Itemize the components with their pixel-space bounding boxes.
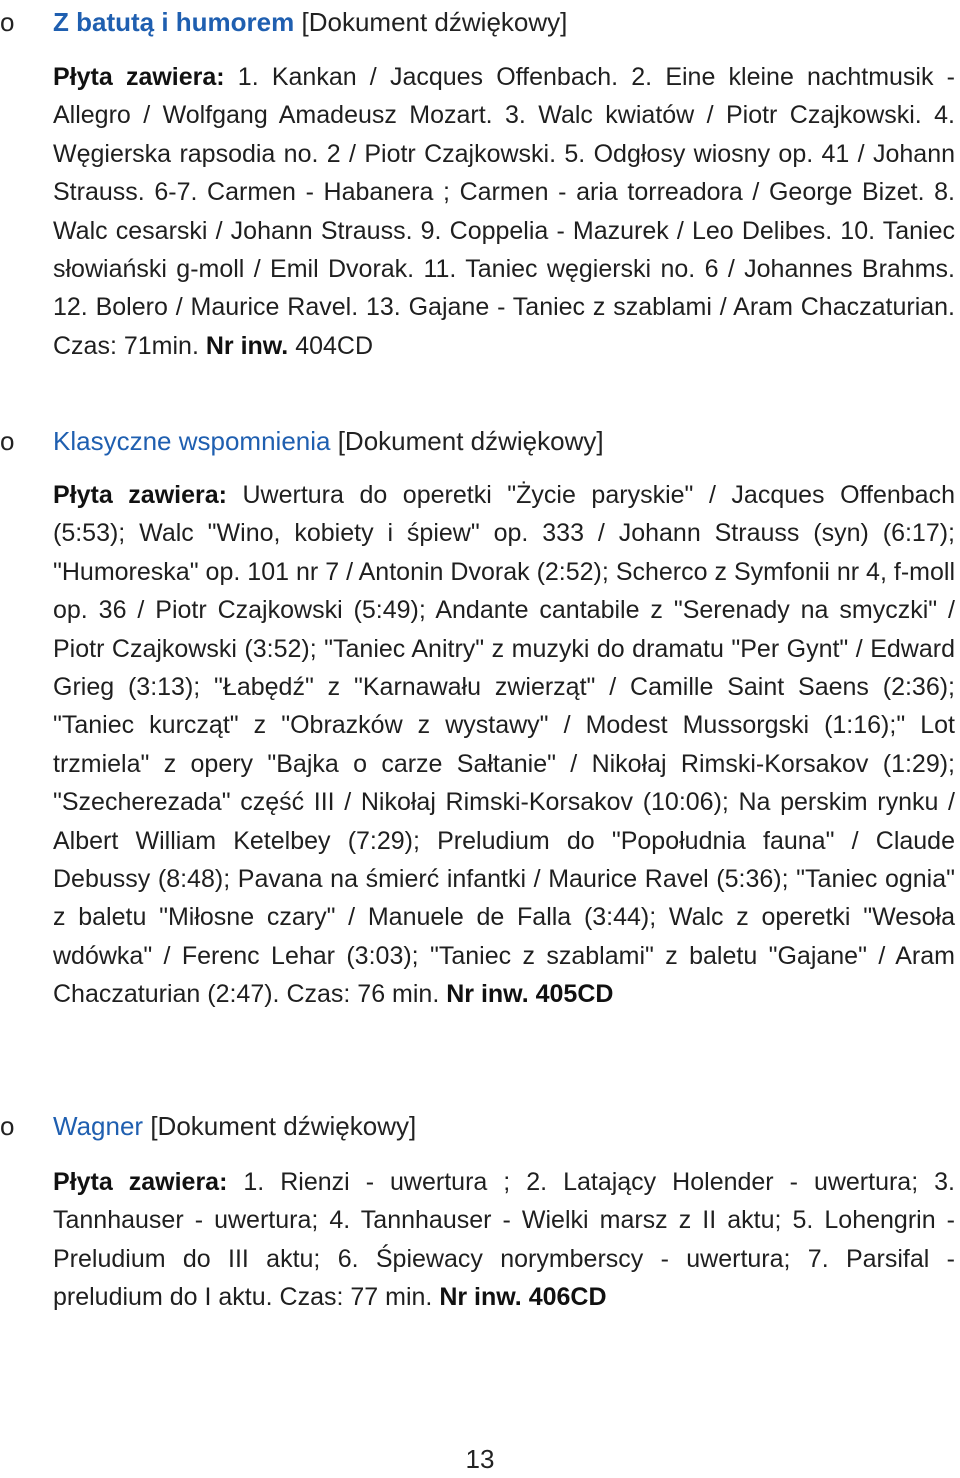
contents-label: Płyta zawiera: bbox=[53, 481, 227, 509]
contents-label: Płyta zawiera: bbox=[53, 1168, 228, 1196]
entry-contents bbox=[53, 58, 955, 365]
contents-text: 1. Kankan / Jacques Offenbach. 2. Eine kleine nachtmusik - Allegro / Wolfgang Amadeusz Mozart. 3. Walc kwiatów / Piotr Czajkowski. 4. Węgierska rapsodia no. 2 / Piotr Czajkowski. 5. Odgłosy wiosny op. 41 / Johann Strauss. 6-7. Carmen - Habanera ; Carmen - aria torreadora / George Bizet. 8. Walc cesarski / Johann Strauss. 9. Coppelia - Mazurek / Leo Delibes. 10. Taniec słowiański g-moll / Emil Dvorak. 11. Taniec węgierski no. 6 / Johannes Brahms. 12. Bolero / Maurice Ravel. 13. Gajane - Taniec z szablami / Aram Chaczaturian. Czas: 71min. bbox=[53, 63, 955, 360]
document-type: [Dokument dźwiękowy] bbox=[150, 1111, 417, 1141]
entry-title-link[interactable]: Klasyczne wspomnienia bbox=[53, 426, 331, 456]
inventory-number: 406CD bbox=[528, 1283, 607, 1312]
document-type: [Dokument dźwiękowy] bbox=[301, 7, 568, 37]
entry-contents bbox=[53, 476, 955, 1014]
entry-title-link[interactable]: Z batutą i humorem bbox=[53, 7, 295, 37]
inventory-number: 404CD bbox=[295, 331, 374, 360]
document-type: [Dokument dźwiękowy] bbox=[337, 426, 604, 456]
entry-title-line bbox=[53, 422, 604, 460]
entry-title-line bbox=[53, 3, 567, 41]
bullet-marker: o bbox=[0, 7, 15, 37]
contents-text: 1. Rienzi - uwertura ; 2. Latający Holender - uwertura; 3. Tannhauser - uwertura; 4. Tannhauser - Wielki marsz z II aktu; 5. Lohengrin - Preludium do III aktu; 6. Śpiewacy norymberscy - uwertura; 7. Parsifal - preludium do I aktu. Czas: 77 min. bbox=[53, 1168, 955, 1312]
entry-title-line bbox=[53, 1107, 416, 1145]
entry-contents bbox=[53, 1163, 955, 1317]
contents-text: Uwertura do operetki "Życie paryskie" / Jacques Offenbach (5:53); Walc "Wino, kobiety i śpiew" op. 333 / Johann Strauss (syn) (6:17); "Humoreska" op. 101 nr 7 / Antonin Dvorak (2:52); Scherco z Symfonii nr 4, f-moll op. 36 / Piotr Czajkowski (5:49); Andante cantabile z "Serenady na smyczki" / Piotr Czajkowski (3:52); "Taniec Anitry" z muzyki do dramatu "Per Gynt" / Edward Grieg (3:13); "Łabędź" z "Karnawału zwierząt" / Camille Saint Saens (2:36); "Taniec kurcząt" z "Obrazków z wystawy" / Modest Mussorgski (1:16);" Lot trzmiela" z opery "Bajka o carze Sałtanie" / Nikołaj Rimski-Korsakov (1:29); "Szecherezada" część III / Nikołaj Rimski-Korsakov (10:06); Na perskim rynku / Albert William Ketelbey (7:29); Preludium do "Popołudnia fauna" / Claude Debussy (8:48); Pavana na śmierć infantki / Maurice Ravel (5:36); "Taniec ognia" z baletu "Miłosne czary" / Manuele de Falla (3:44); Walc z operetki "Wesoła wdówka" / Ferenc Lehar (3:03); "Taniec z szablami" z baletu "Gajane" / Aram Chaczaturian (2:47). Czas: 76 min. bbox=[53, 481, 955, 1009]
bullet-marker: o bbox=[0, 1111, 15, 1141]
inventory-label: Nr inw. bbox=[446, 980, 529, 1009]
inventory-label: Nr inw. bbox=[205, 331, 289, 360]
bullet-marker: o bbox=[0, 426, 15, 456]
entry-title-link[interactable]: Wagner bbox=[53, 1111, 144, 1141]
page-number: 13 bbox=[465, 1444, 495, 1474]
inventory-number: 405CD bbox=[535, 980, 614, 1009]
inventory-label: Nr inw. bbox=[439, 1283, 522, 1312]
contents-label: Płyta zawiera: bbox=[53, 63, 225, 91]
